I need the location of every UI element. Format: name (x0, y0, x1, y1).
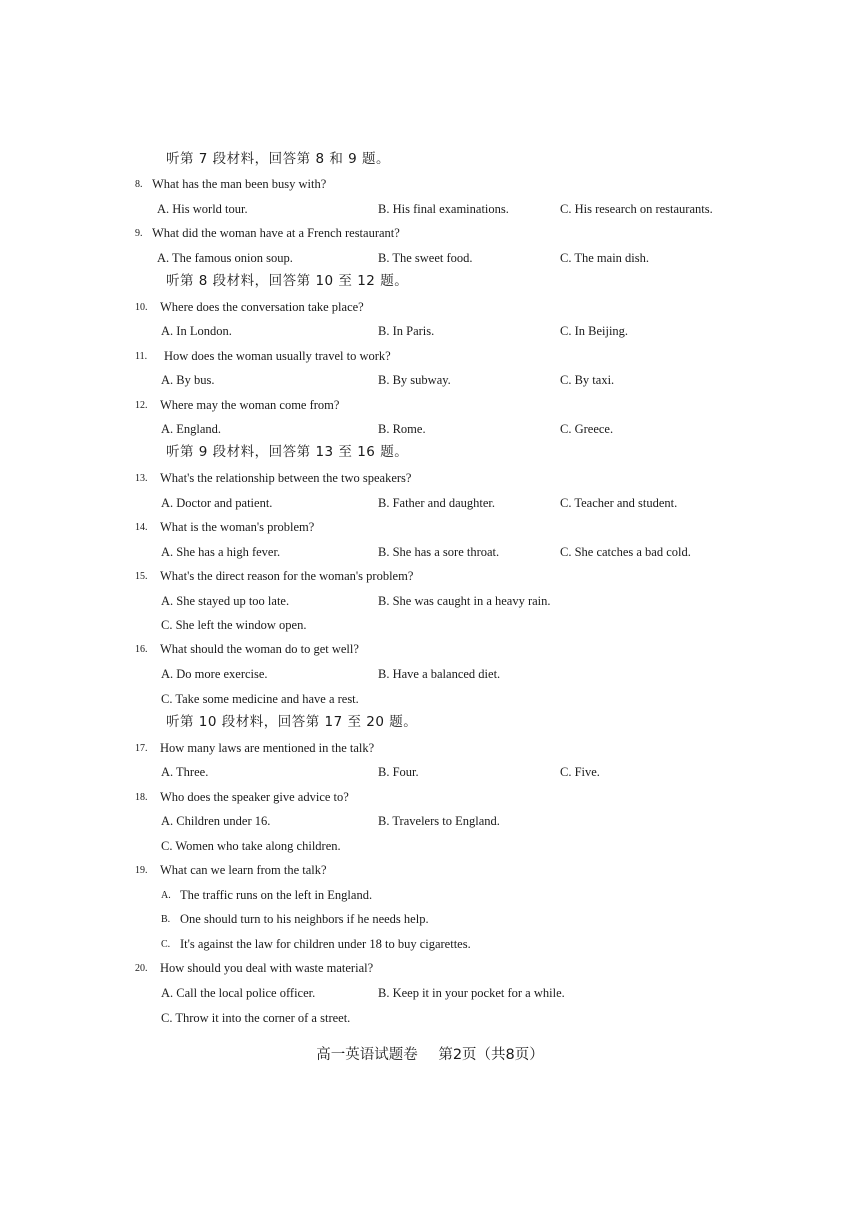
option-a: A. Do more exercise. (161, 667, 268, 681)
option-c: C. In Beijing. (560, 324, 629, 338)
question-text: Where does the conversation take place? (160, 300, 364, 314)
option-c-letter: C. (161, 939, 171, 950)
option-b: B. Have a balanced diet. (378, 667, 501, 681)
option-b: B. She has a sore throat. (378, 545, 500, 559)
question-number: 14. (135, 522, 148, 533)
question-number: 19. (135, 865, 148, 876)
option-b: B. Rome. (378, 422, 426, 436)
option-a: A. She stayed up too late. (161, 594, 290, 608)
option-c: C. Take some medicine and have a rest. (161, 692, 359, 706)
question-text: What did the woman have at a French restaurant? (152, 226, 400, 240)
option-c: C. She left the window open. (161, 618, 307, 632)
footer-page-number: 第2页（共8页） (438, 1047, 544, 1063)
question-text: Where may the woman come from? (160, 398, 340, 412)
question-number: 17. (135, 743, 148, 754)
option-a: A. Call the local police officer. (161, 986, 316, 1000)
question-number: 10. (135, 302, 148, 313)
question-text: Who does the speaker give advice to? (160, 790, 349, 804)
option-c: C. His research on restaurants. (560, 202, 713, 216)
question-text: How does the woman usually travel to work? (164, 349, 391, 363)
option-a: The traffic runs on the left in England. (180, 888, 373, 902)
option-a: A. She has a high fever. (161, 545, 281, 559)
section-heading: 听第 8 段材料，回答第 10 至 12 题。 (166, 273, 409, 289)
option-b: B. The sweet food. (378, 251, 473, 265)
option-a: A. Three. (161, 765, 209, 779)
question-number: 9. (135, 228, 143, 239)
option-a: A. By bus. (161, 373, 215, 387)
option-b: B. Travelers to England. (378, 814, 500, 828)
option-c: C. The main dish. (560, 251, 650, 265)
question-text: How should you deal with waste material? (160, 961, 374, 975)
option-c: C. By taxi. (560, 373, 615, 387)
question-text: What's the relationship between the two speakers? (160, 471, 412, 485)
option-a: A. The famous onion soup. (157, 251, 293, 265)
option-b: B. Four. (378, 765, 419, 779)
option-c: C. Greece. (560, 422, 614, 436)
question-number: 18. (135, 792, 148, 803)
section-heading: 听第 7 段材料，回答第 8 和 9 题。 (166, 151, 391, 167)
option-c: C. Five. (560, 765, 600, 779)
section-heading: 听第 9 段材料，回答第 13 至 16 题。 (166, 444, 409, 460)
option-a: A. Doctor and patient. (161, 496, 273, 510)
option-b: One should turn to his neighbors if he needs help. (180, 912, 429, 926)
question-text: What is the woman's problem? (160, 520, 315, 534)
question-text: What's the direct reason for the woman's problem? (160, 569, 414, 583)
option-b: B. Father and daughter. (378, 496, 495, 510)
question-number: 20. (135, 963, 148, 974)
question-number: 13. (135, 473, 148, 484)
option-c: C. Teacher and student. (560, 496, 678, 510)
option-b: B. By subway. (378, 373, 451, 387)
section-heading: 听第 10 段材料，回答第 17 至 20 题。 (166, 714, 418, 730)
option-a: A. Children under 16. (161, 814, 271, 828)
option-a: A. England. (161, 422, 222, 436)
option-b-letter: B. (161, 914, 171, 925)
page-footer (0, 1043, 860, 1064)
footer-title: 高一英语试题卷 (316, 1047, 418, 1063)
option-a-letter: A. (161, 890, 171, 901)
option-c: C. Women who take along children. (161, 839, 341, 853)
option-a: A. His world tour. (157, 202, 248, 216)
question-text: What can we learn from the talk? (160, 863, 327, 877)
question-number: 16. (135, 644, 148, 655)
option-a: A. In London. (161, 324, 232, 338)
option-b: B. In Paris. (378, 324, 435, 338)
option-c: C. Throw it into the corner of a street. (161, 1011, 351, 1025)
question-text: What has the man been busy with? (152, 177, 327, 191)
question-number: 8. (135, 179, 143, 190)
question-number: 12. (135, 400, 148, 411)
option-c: C. She catches a bad cold. (560, 545, 691, 559)
question-text: How many laws are mentioned in the talk? (160, 741, 375, 755)
option-b: B. She was caught in a heavy rain. (378, 594, 551, 608)
option-b: B. Keep it in your pocket for a while. (378, 986, 565, 1000)
option-c: It's against the law for children under 18 to buy cigarettes. (180, 937, 471, 951)
option-b: B. His final examinations. (378, 202, 509, 216)
question-number: 15. (135, 571, 148, 582)
question-number: 11. (135, 351, 148, 362)
question-text: What should the woman do to get well? (160, 642, 359, 656)
